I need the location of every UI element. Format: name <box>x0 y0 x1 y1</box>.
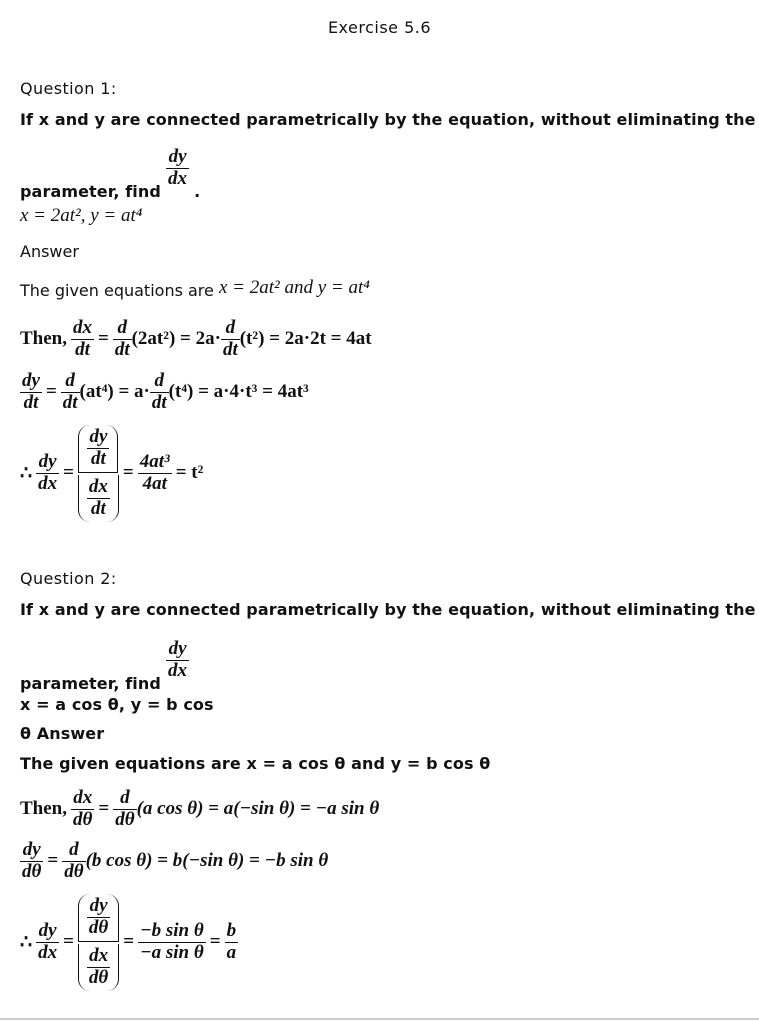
question-1-given: x = 2at², y = at⁴ <box>20 205 143 226</box>
question-2-answer-label: θ Answer <box>20 724 105 743</box>
dy-dx-fraction: $\frac{dy}{dx}$ <box>168 146 188 189</box>
question-1-heading: Question 1: <box>20 79 117 98</box>
question-2-heading: Question 2: <box>20 569 117 588</box>
question-1-line-1: Then, $\frac{dx}{dt}$ = $\frac{d}{dt}$ (2at²) = 2a· $\frac{d}{dt}$ (t²) = 2a·2t = 4at <box>20 317 372 360</box>
question-2-given-equations: The given equations are x = a cos θ and y = b cos θ <box>20 754 491 773</box>
question-2-line-1: Then, $\frac{dx}{d\theta}$ = $\frac{d}{d\theta}$ (a cos θ) = a(−sin θ) = −a sin θ <box>20 787 380 830</box>
question-1-statement: If x and y are connected parametrically by the equation, without eliminating the <box>20 110 756 129</box>
page-title: Exercise 5.6 <box>327 18 432 37</box>
question-2-given: x = a cos θ, y = b cos <box>20 695 214 714</box>
dy-dx-fraction: $\frac{dy}{dx}$ <box>168 638 188 681</box>
question-2-line-2: $\frac{dy}{d\theta}$ = $\frac{d}{d\theta}$ (b cos θ) = b(−sin θ) = −b sin θ <box>22 839 329 882</box>
question-2-statement: If x and y are connected parametrically by the equation, without eliminating the <box>20 600 756 619</box>
question-1-line-2: $\frac{dy}{dt}$ = $\frac{d}{dt}$ (at⁴) = a· $\frac{d}{dt}$ (t⁴) = a·4·t³ = 4at³ <box>22 370 309 413</box>
question-1-answer-label: Answer <box>20 242 79 261</box>
question-1-find: parameter, find $\frac{dy}{dx}$ . <box>20 146 201 201</box>
page-bottom-divider <box>0 1018 759 1020</box>
question-2-line-3: ∴ $\frac{dy}{dx}$ = $\frac{dy}{d\theta}$ $\frac{dx}{d\theta}$ = $\frac{\text{−b sin θ}}{\text{−a sin θ}}$ = $\frac{b}{a}$ <box>20 894 238 991</box>
question-2-find: parameter, find $\frac{dy}{dx}$ <box>20 638 188 693</box>
question-1-line-3: ∴ $\frac{dy}{dx}$ = $\frac{dy}{dt}$ $\frac{dx}{dt}$ = $\frac{\text{4at³}}{4at}$ = t² <box>20 425 203 522</box>
question-1-given-equations: The given equations are x = 2at² and y = at⁴ <box>20 277 370 300</box>
